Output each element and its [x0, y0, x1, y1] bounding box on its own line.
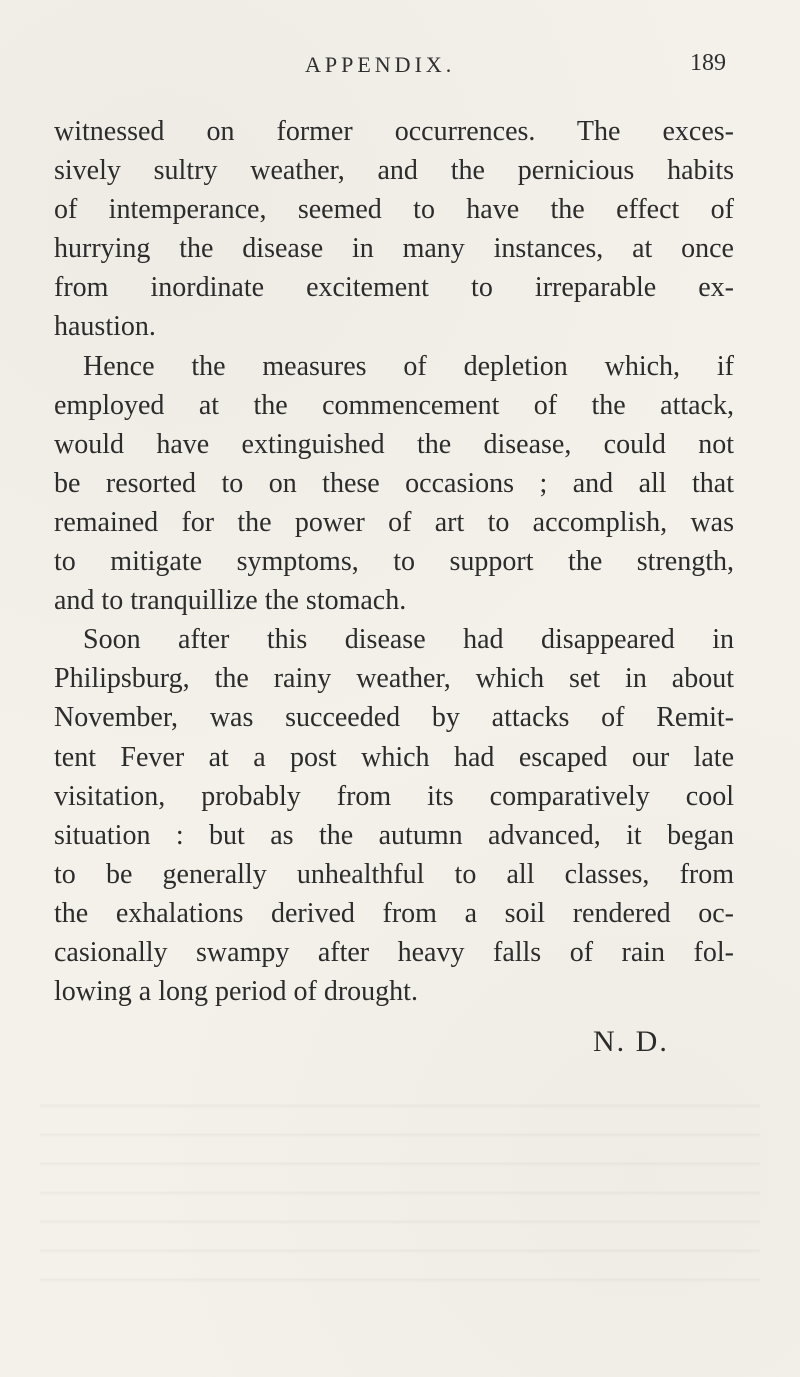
page-number: 189 — [690, 50, 726, 76]
text-line: to be generally unhealthful to all classes, from — [54, 858, 734, 890]
running-head — [0, 50, 800, 90]
text-line: situation : but as the autumn advanced, it began — [54, 819, 734, 851]
text-line: of intemperance, seemed to have the effect of — [54, 194, 734, 226]
text-line: sively sultry weather, and the pernicious habits — [54, 155, 734, 187]
header-title: APPENDIX. — [305, 52, 456, 77]
text-line: haustion. — [54, 311, 156, 343]
text-line: to mitigate symptoms, to support the strength, — [54, 546, 734, 578]
text-line: from inordinate excitement to irreparable ex- — [54, 272, 734, 304]
text-line: tent Fever at a post which had escaped our late — [54, 741, 734, 773]
text-line: hurrying the disease in many instances, at once — [54, 233, 734, 265]
text-line: be resorted to on these occasions ; and all that — [54, 467, 734, 499]
text-line: and to tranquillize the stomach. — [54, 585, 407, 617]
text-line: Philipsburg, the rainy weather, which set in about — [54, 663, 734, 695]
body-text — [54, 112, 734, 1011]
text-line: remained for the power of art to accomplish, was — [54, 506, 734, 538]
paragraph-first-line: Hence the measures of depletion which, if — [83, 350, 734, 382]
text-line: employed at the commencement of the attack, — [54, 389, 734, 421]
text-line: casionally swampy after heavy falls of rain fol- — [54, 936, 734, 968]
text-line: lowing a long period of drought. — [54, 976, 418, 1008]
text-line: would have extinguished the disease, could not — [54, 428, 734, 460]
paper-show-through — [40, 1080, 760, 1300]
text-line: visitation, probably from its comparatively cool — [54, 780, 734, 812]
text-line: the exhalations derived from a soil rendered oc- — [54, 897, 734, 929]
text-line: November, was succeeded by attacks of Remit- — [54, 702, 734, 734]
author-signature: N. D. — [593, 1025, 669, 1058]
paragraph-first-line: Soon after this disease had disappeared in — [83, 624, 734, 656]
text-line: witnessed on former occurrences. The exces- — [54, 116, 734, 147]
